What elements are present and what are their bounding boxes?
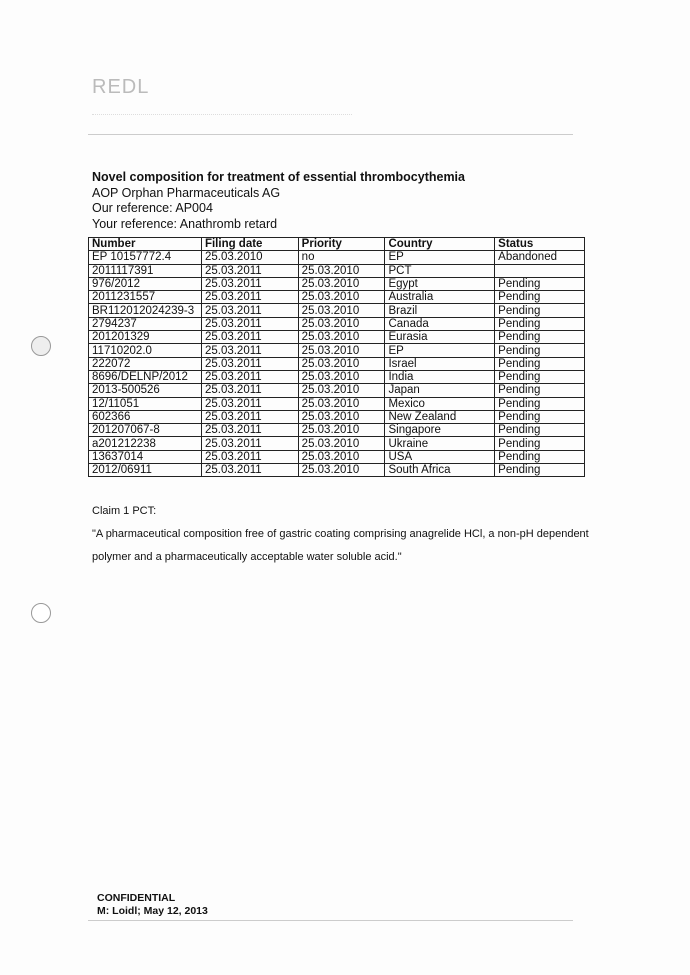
table-cell: 25.03.2010 — [298, 450, 385, 463]
claim-label: Claim 1 PCT: — [92, 505, 157, 517]
table-cell: Singapore — [385, 424, 495, 437]
punch-hole — [31, 336, 51, 356]
table-cell: 2794237 — [89, 317, 202, 330]
table-cell: 11710202.0 — [89, 344, 202, 357]
author-date: M: Loidl; May 12, 2013 — [97, 905, 208, 917]
table-cell — [495, 264, 585, 277]
table-cell: Israel — [385, 357, 495, 370]
table-row — [89, 357, 585, 370]
table-cell: 25.03.2010 — [298, 277, 385, 290]
table-cell: 25.03.2011 — [201, 437, 298, 450]
punch-hole — [31, 603, 51, 623]
table-cell: Pending — [495, 304, 585, 317]
table-header-row — [89, 238, 585, 251]
table-cell: 25.03.2010 — [298, 437, 385, 450]
table-cell: 2011231557 — [89, 291, 202, 304]
table-cell: 25.03.2011 — [201, 331, 298, 344]
table-cell: 25.03.2011 — [201, 370, 298, 383]
table-cell: India — [385, 370, 495, 383]
table-cell: 25.03.2010 — [298, 370, 385, 383]
table-row — [89, 277, 585, 290]
table-cell: EP — [385, 251, 495, 264]
table-cell: 222072 — [89, 357, 202, 370]
table-cell: 25.03.2011 — [201, 304, 298, 317]
confidential-label: CONFIDENTIAL — [97, 892, 176, 904]
table-cell: New Zealand — [385, 410, 495, 423]
table-row — [89, 437, 585, 450]
table-cell: Pending — [495, 464, 585, 477]
table-cell: EP 10157772.4 — [89, 251, 202, 264]
table-cell: Brazil — [385, 304, 495, 317]
table-cell: 976/2012 — [89, 277, 202, 290]
table-row — [89, 317, 585, 330]
table-cell: Pending — [495, 370, 585, 383]
table-cell: 12/11051 — [89, 397, 202, 410]
table-cell: PCT — [385, 264, 495, 277]
table-cell: 13637014 — [89, 450, 202, 463]
letterhead-subtitle — [92, 104, 352, 115]
table-cell: 25.03.2010 — [298, 331, 385, 344]
table-cell: 201201329 — [89, 331, 202, 344]
table-cell: Australia — [385, 291, 495, 304]
table-cell: Mexico — [385, 397, 495, 410]
table-cell: Pending — [495, 437, 585, 450]
table-cell: Pending — [495, 397, 585, 410]
table-cell: Pending — [495, 331, 585, 344]
column-header: Priority — [298, 238, 385, 251]
table-cell: 25.03.2010 — [298, 357, 385, 370]
table-cell: South Africa — [385, 464, 495, 477]
table-cell: 2011117391 — [89, 264, 202, 277]
patent-table — [88, 237, 585, 477]
applicant: AOP Orphan Pharmaceuticals AG — [92, 185, 281, 200]
table-cell: USA — [385, 450, 495, 463]
table-row — [89, 370, 585, 383]
table-cell: no — [298, 251, 385, 264]
table-cell: 25.03.2011 — [201, 397, 298, 410]
table-cell: 25.03.2011 — [201, 424, 298, 437]
table-cell: 602366 — [89, 410, 202, 423]
column-header: Status — [495, 238, 585, 251]
table-cell: 25.03.2010 — [298, 397, 385, 410]
table-cell: a201212238 — [89, 437, 202, 450]
table-row — [89, 410, 585, 423]
footer-divider — [88, 920, 573, 921]
column-header: Country — [385, 238, 495, 251]
table-cell: 8696/DELNP/2012 — [89, 370, 202, 383]
your-reference: Your reference: Anathromb retard — [92, 216, 278, 231]
table-cell: Egypt — [385, 277, 495, 290]
table-cell: 25.03.2011 — [201, 291, 298, 304]
table-cell: 25.03.2010 — [298, 291, 385, 304]
column-header: Number — [89, 238, 202, 251]
table-cell: 25.03.2010 — [298, 424, 385, 437]
table-cell: Pending — [495, 317, 585, 330]
table-cell: 25.03.2011 — [201, 410, 298, 423]
table-row — [89, 291, 585, 304]
table-cell: 25.03.2010 — [298, 317, 385, 330]
table-cell: Ukraine — [385, 437, 495, 450]
table-cell: 25.03.2011 — [201, 264, 298, 277]
table-cell: 25.03.2010 — [298, 464, 385, 477]
table-cell: 25.03.2011 — [201, 317, 298, 330]
table-cell: Abandoned — [495, 251, 585, 264]
table-row — [89, 264, 585, 277]
table-cell: Pending — [495, 291, 585, 304]
table-cell: 25.03.2010 — [298, 304, 385, 317]
table-row — [89, 304, 585, 317]
header-divider — [88, 134, 573, 135]
table-cell: 25.03.2011 — [201, 464, 298, 477]
letterhead-logo: REDL — [92, 76, 150, 98]
table-cell: Pending — [495, 384, 585, 397]
table-cell: 2012/06911 — [89, 464, 202, 477]
table-cell: Pending — [495, 450, 585, 463]
table-cell: Pending — [495, 424, 585, 437]
table-cell: 25.03.2010 — [298, 410, 385, 423]
table-row — [89, 397, 585, 410]
table-row — [89, 384, 585, 397]
table-row — [89, 344, 585, 357]
table-cell: Eurasia — [385, 331, 495, 344]
table-cell: Canada — [385, 317, 495, 330]
table-cell: 25.03.2010 — [298, 344, 385, 357]
table-cell: 25.03.2011 — [201, 277, 298, 290]
table-cell: 25.03.2011 — [201, 357, 298, 370]
table-cell: Japan — [385, 384, 495, 397]
our-reference: Our reference: AP004 — [92, 201, 213, 215]
table-cell: 25.03.2010 — [298, 384, 385, 397]
table-row — [89, 424, 585, 437]
table-row — [89, 331, 585, 344]
table-cell: EP — [385, 344, 495, 357]
table-cell: 25.03.2011 — [201, 384, 298, 397]
table-cell: Pending — [495, 410, 585, 423]
document-title: Novel composition for treatment of essential thrombocythemia — [92, 170, 465, 184]
table-cell: Pending — [495, 344, 585, 357]
table-cell: 201207067-8 — [89, 424, 202, 437]
footer — [97, 892, 208, 918]
table-cell: 25.03.2011 — [201, 344, 298, 357]
claim-text: "A pharmaceutical composition free of gastric coating comprising anagrelide HCl, a non-pH dependent polymer and a pharmaceutically acceptable water soluble acid." — [92, 528, 589, 563]
claim-section — [92, 500, 592, 569]
document-header — [92, 170, 465, 232]
table-cell: Pending — [495, 277, 585, 290]
table-cell: 25.03.2010 — [201, 251, 298, 264]
table-cell: Pending — [495, 357, 585, 370]
table-row — [89, 251, 585, 264]
table-row — [89, 464, 585, 477]
table-cell: 25.03.2010 — [298, 264, 385, 277]
table-row — [89, 450, 585, 463]
column-header: Filing date — [201, 238, 298, 251]
table-cell: 2013-500526 — [89, 384, 202, 397]
table-cell: 25.03.2011 — [201, 450, 298, 463]
table-cell: BR112012024239-3 — [89, 304, 202, 317]
